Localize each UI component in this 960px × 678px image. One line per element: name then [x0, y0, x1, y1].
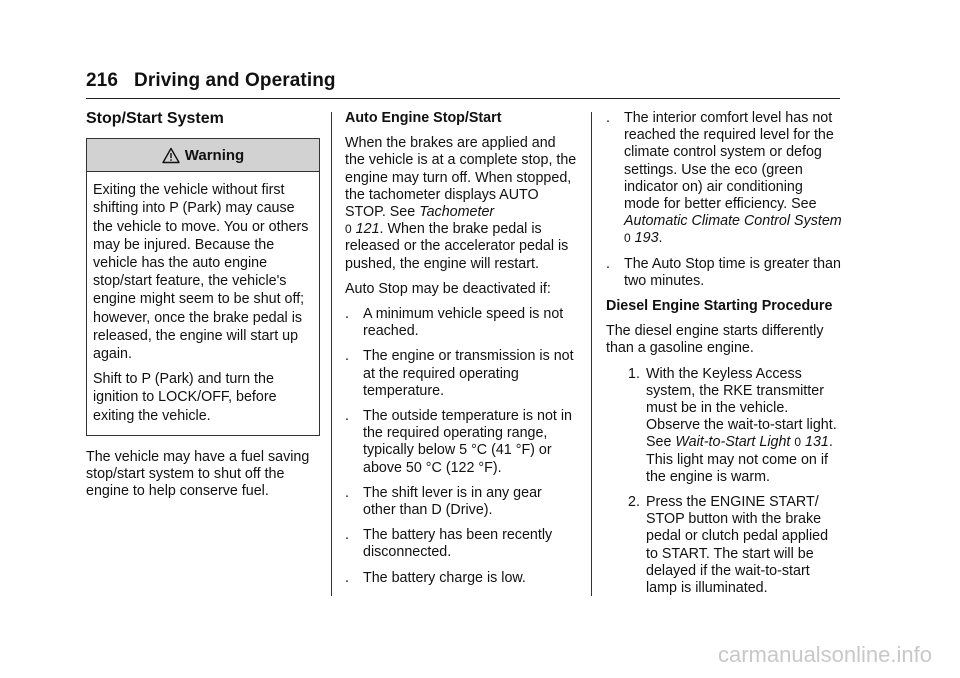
- page-ref-icon: 0: [345, 222, 352, 237]
- warning-paragraph-2: Shift to P (Park) and turn the ignition to LOCK/OFF, before exiting the vehicle.: [93, 371, 277, 424]
- list-item: [345, 570, 577, 587]
- intro-paragraph: The vehicle may have a fuel saving stop/start system to shut off the engine to help conserve fuel.: [86, 448, 310, 500]
- bullet-icon: .: [345, 527, 349, 544]
- text-run: When the brakes are applied and the vehicle is at a complete stop, the engine may turn off. When stopped, the tachometer displays AUTO STOP. See: [345, 135, 577, 221]
- warning-paragraph-1: Exiting the vehicle without first shifting into P (Park) may cause the vehicle to move. You or others may be injured. Because the vehicle has the auto engine stop/start feature, the vehicle's engine might seem to be shut off; however, once the brake pedal is released, the engine will start up again.: [93, 182, 309, 363]
- page-header: [86, 70, 336, 92]
- tachometer-page-link[interactable]: 121: [355, 221, 380, 238]
- watermark: carmanualsonline.info: [717, 642, 932, 667]
- list-item-text: The interior comfort level has not reached the required level for the climate control system or defog settings. Use the eco (green indicator on) air conditioning mode for better efficiency. See: [624, 110, 834, 213]
- bullet-icon: .: [345, 484, 349, 501]
- step-text: Press the ENGINE START/ STOP button with the brake pedal or clutch pedal applied to START. The start will be delayed if the wait-to-start lamp is illuminated.: [646, 494, 829, 597]
- climate-control-link[interactable]: Automatic Climate Control System: [624, 213, 842, 230]
- numbered-step: [606, 494, 842, 597]
- section-title: Driving and Operating: [134, 70, 336, 91]
- list-item: [345, 306, 577, 340]
- tachometer-link[interactable]: Tachometer: [419, 204, 495, 221]
- warning-triangle-icon: [162, 147, 180, 164]
- step-number: 1.: [628, 365, 640, 382]
- list-item-text: The engine or transmission is not at the required operating temperature.: [363, 348, 574, 399]
- column-2: [345, 110, 577, 595]
- warning-header: [87, 139, 319, 172]
- bullet-icon: .: [345, 348, 349, 365]
- warning-body: [87, 172, 319, 435]
- text-run: . When the brake pedal is released or the accelerator pedal is pushed, the engine will restart.: [345, 221, 569, 272]
- list-item-text: The Auto Stop time is greater than two minutes.: [624, 255, 841, 289]
- list-item-text: The outside temperature is not in the required operating range, typically below 5 °C (41 °F) or above 50 °C (122 °F).: [363, 408, 573, 476]
- column-3: [606, 110, 842, 605]
- bullet-icon: .: [606, 110, 610, 126]
- diesel-intro: The diesel engine starts differently than a gasoline engine.: [606, 323, 824, 357]
- deactivation-lead: Auto Stop may be deactivated if:: [345, 280, 551, 297]
- column-divider-2: [591, 112, 592, 596]
- subheading-diesel: Diesel Engine Starting Procedure: [606, 298, 833, 315]
- header-rule: [86, 98, 840, 99]
- column-1: [86, 110, 320, 508]
- wait-to-start-link[interactable]: Wait-to-Start Light: [675, 434, 791, 451]
- bullet-icon: .: [345, 569, 349, 586]
- warning-label: Warning: [184, 146, 245, 164]
- list-item: [345, 485, 577, 519]
- numbered-step: [606, 366, 842, 486]
- warning-box: [86, 138, 320, 436]
- bullet-icon: .: [345, 408, 349, 425]
- list-item-text: The battery charge is low.: [363, 569, 526, 586]
- step-text: With the Keyless Access system, the RKE transmitter must be in the vehicle. Observe the wait-to-start light. See: [646, 365, 837, 451]
- subheading-auto-stop: Auto Engine Stop/Start: [345, 110, 502, 126]
- climate-control-page-link[interactable]: 193: [634, 230, 659, 247]
- list-item-text: The shift lever is in any gear other than D (Drive).: [363, 484, 542, 519]
- section-heading: Stop/Start System: [86, 110, 224, 127]
- page-number: 216: [86, 70, 119, 91]
- list-item: [606, 256, 842, 290]
- step-text: . This light may not come on if the engine is warm.: [646, 434, 833, 485]
- page-ref-icon: 0: [794, 435, 802, 450]
- list-item-text: The battery has been recently disconnected.: [363, 527, 553, 561]
- list-item: [345, 527, 577, 561]
- page-ref-icon: 0: [624, 231, 631, 246]
- list-item: [345, 348, 577, 400]
- auto-stop-paragraph: [345, 135, 577, 273]
- list-item-text: A minimum vehicle speed is not reached.: [363, 306, 564, 340]
- bullet-icon: .: [606, 255, 610, 272]
- step-number: 2.: [628, 494, 640, 511]
- list-item: [345, 408, 577, 477]
- wait-to-start-page-link[interactable]: 131: [805, 434, 829, 451]
- list-item: . The interior comfort level has not reached the required level for the climate control system or defog settings. Use the eco (green indicator on) air conditioning mode for better efficiency. See Automatic Climate Control System 0 193.: [606, 110, 842, 247]
- bullet-icon: .: [345, 306, 349, 323]
- column-divider-1: [331, 112, 332, 596]
